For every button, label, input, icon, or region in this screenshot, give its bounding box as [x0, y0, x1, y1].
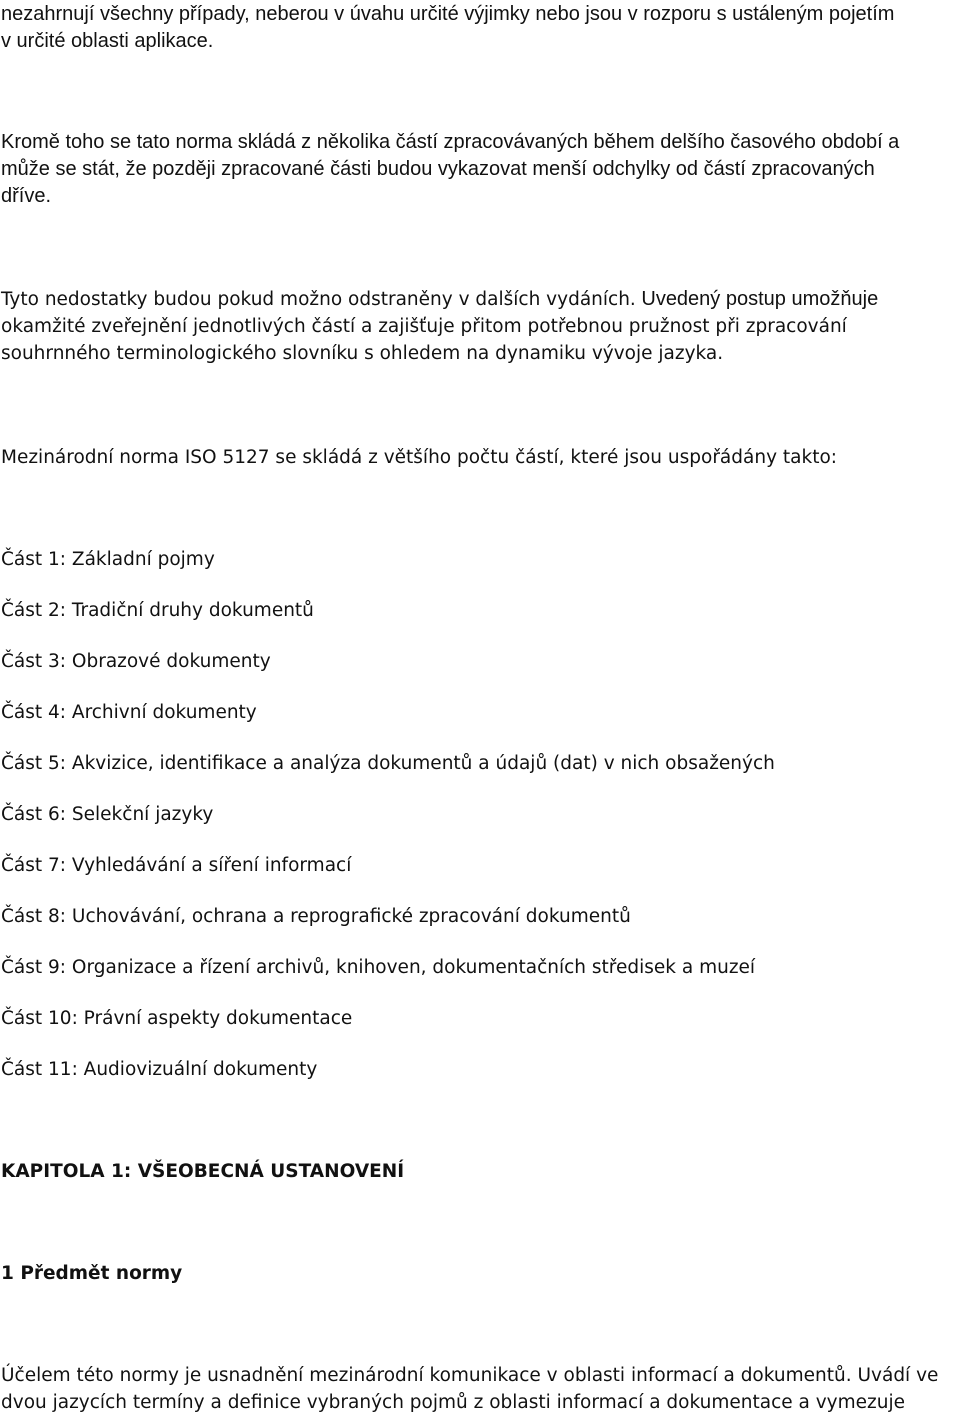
text-line: okamžité zveřejnění jednotlivých částí a zajišťuje přitom potřebnou pružnost při zpracování [1, 316, 847, 337]
text-segment: Tyto nedostatky budou pokud možno odstraněny v dalších vydáních. [1, 289, 636, 310]
paragraph-purpose [1, 1362, 938, 1416]
paragraph-iso-intro [1, 444, 837, 471]
paragraph-shortcomings [1, 286, 878, 367]
list-item: Část 1: Základní pojmy [1, 549, 215, 570]
list-item: Část 6: Selekční jazyky [1, 804, 214, 825]
list-item: Část 7: Vyhledávání a síření informací [1, 855, 352, 876]
section-heading: 1 Předmět normy [1, 1263, 183, 1284]
paragraph-parts-note [1, 129, 899, 210]
list-item: Část 9: Organizace a řízení archivů, knihoven, dokumentačních středisek a muzeí [1, 957, 756, 978]
text-line: Účelem této normy je usnadnění mezinárodní komunikace v oblasti informací a dokumentů. Uvádí ve [1, 1365, 939, 1386]
paragraph-intro-continuation [1, 1, 894, 55]
text-line: dvou jazycích termíny a definice vybraných pojmů z oblasti informací a dokumentace a vymezuje [1, 1392, 905, 1413]
text-line: Kromě toho se tato norma skládá z několika částí zpracovávaných během delšího časového období a [1, 131, 900, 153]
list-item: Část 5: Akvizice, identifikace a analýza dokumentů a údajů (dat) v nich obsažených [1, 753, 775, 774]
text-line: může se stát, že později zpracované části budou vykazovat menší odchylky od částí zpracovaných [1, 158, 875, 180]
text-line: v určité oblasti aplikace. [1, 30, 214, 52]
text-line: nezahrnují všechny případy, neberou v úvahu určité výjimky nebo jsou v rozporu s ustáleným pojetím [1, 3, 895, 25]
list-item: Část 4: Archivní dokumenty [1, 702, 257, 723]
list-item: Část 10: Právní aspekty dokumentace [1, 1008, 353, 1029]
text-segment: Uvedený postup umožňuje [635, 288, 879, 310]
text-line: dříve. [1, 185, 52, 207]
chapter-heading: KAPITOLA 1: VŠEOBECNÁ USTANOVENÍ [1, 1161, 405, 1182]
parts-list [1, 546, 775, 1083]
list-item: Část 8: Uchovávání, ochrana a reprografické zpracování dokumentů [1, 906, 631, 927]
list-item: Část 11: Audiovizuální dokumenty [1, 1059, 318, 1080]
list-item: Část 2: Tradiční druhy dokumentů [1, 600, 314, 621]
text-line: Mezinárodní norma ISO 5127 se skládá z většího počtu částí, které jsou uspořádány takto: [1, 447, 838, 468]
list-item: Část 3: Obrazové dokumenty [1, 651, 271, 672]
text-line: souhrnného terminologického slovníku s ohledem na dynamiku vývoje jazyka. [1, 343, 724, 364]
